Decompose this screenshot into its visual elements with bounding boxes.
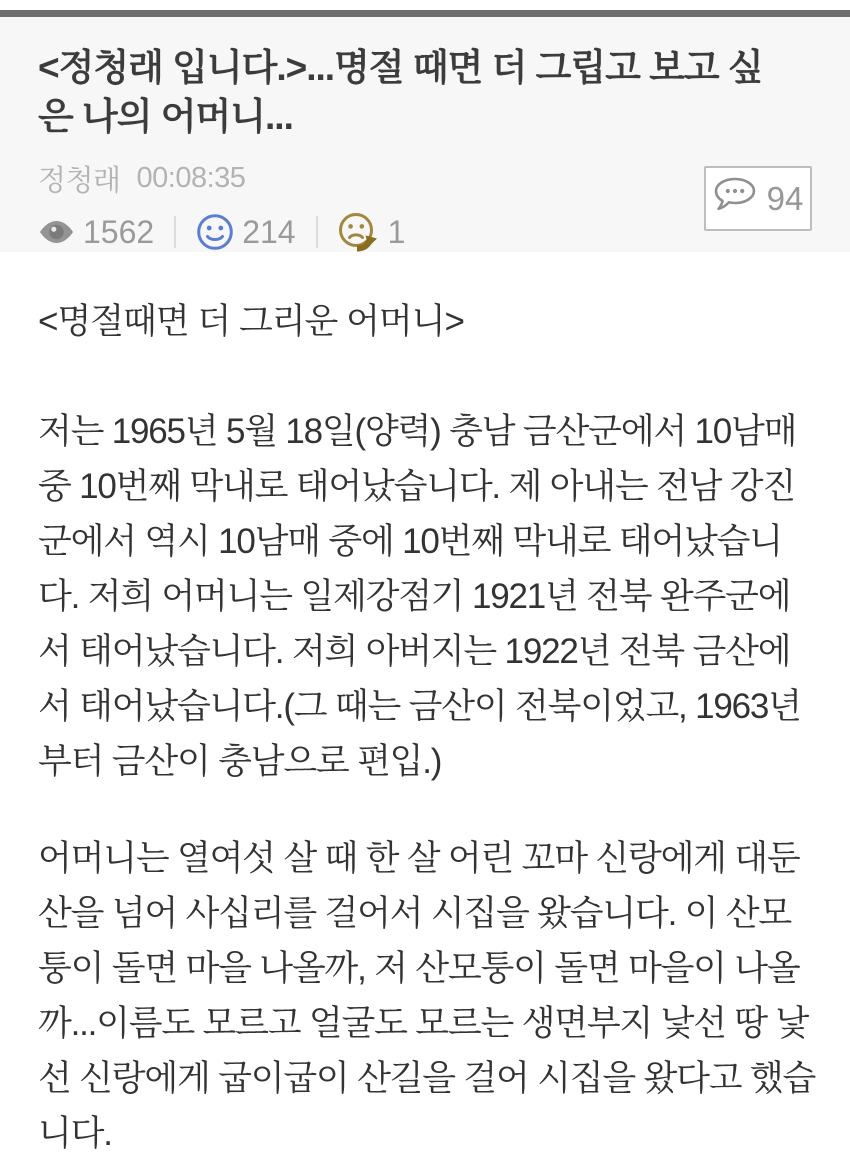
dislike-count-value: 1: [387, 213, 406, 250]
smiley-face-icon: [196, 213, 234, 251]
stat-divider: [174, 216, 176, 248]
post-paragraph: 저는 1965년 5월 18일(양력) 충남 금산군에서 10남매중 10번째 막내로 태어났습니다. 제 아내는 전남 강진군에서 역시 10남매 중에 10번째 막내로 태어났습니다. 저희 어머니는 일제강점기 1921년 전북 완주군에서 태어났습니다. 저희 아버지는 1922년 전북 금산에서 태어났습니다.(그 때는 금산이 전북이었고, 1963년부터 금산이 충남으로 편입.): [38, 412, 801, 781]
top-divider-bar: [0, 10, 850, 17]
comment-count-value: 94: [766, 179, 804, 217]
frown-face-arrow-icon: [338, 212, 380, 252]
stats-row: [38, 212, 812, 252]
post-header: [0, 17, 850, 252]
eye-icon: [38, 219, 75, 245]
dislike-count[interactable]: [338, 212, 406, 252]
speech-bubble-icon: [713, 176, 757, 221]
comment-button[interactable]: [704, 166, 812, 231]
post-body: [0, 252, 850, 1161]
like-count-value: 214: [242, 213, 296, 250]
post-title: <정청래 입니다.>...명절 때면 더 그립고 보고 싶은 나의 어머니...: [38, 47, 763, 137]
author-row: [38, 158, 812, 199]
post-paragraph: 어머니는 열여섯 살 때 한 살 어린 꼬마 신랑에게 대둔산을 넘어 사십리를 걸어서 시집을 왔습니다. 이 산모퉁이 돌면 마을 나올까, 저 산모퉁이 돌면 마을이 나올까...이름도 모르고 얼굴도 모르는 생면부지 낯선 땅 낯선 신랑에게 굽이굽이 산길을 걸어 시집을 왔다고 했습니다.: [38, 839, 816, 1153]
author-name[interactable]: 정청래: [38, 165, 121, 197]
view-count-value: 1562: [83, 213, 155, 250]
top-white-strip: [0, 0, 850, 10]
view-count: [38, 214, 154, 251]
post-time: 00:08:35: [136, 162, 246, 194]
post-subtitle: <명절때면 더 그리운 어머니>: [38, 302, 464, 341]
like-count[interactable]: [196, 213, 295, 251]
stat-divider: [316, 216, 318, 248]
